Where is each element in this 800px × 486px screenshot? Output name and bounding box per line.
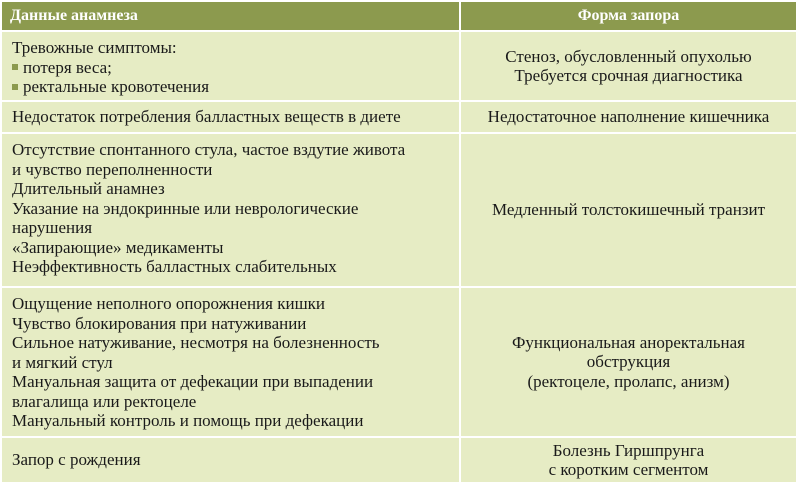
anamnesis-line: Запор с рождения [12, 450, 141, 470]
form-line: Требуется срочная диагностика [514, 66, 743, 85]
form-line: Болезнь Гиршпрунга [552, 440, 705, 460]
anamnesis-line: Мануальная защита от дефекации при выпадении [12, 372, 374, 391]
row-5-anamnesis [2, 436, 459, 482]
constipation-table [2, 2, 796, 482]
row-1-form [459, 30, 796, 100]
form-line: Стеноз, обусловленный опухолью [505, 46, 752, 66]
row-3-form [459, 132, 796, 286]
anamnesis-line: и мягкий стул [12, 352, 113, 372]
header-constipation-form: Форма запора [459, 2, 796, 30]
header-anamnesis: Данные анамнеза [2, 2, 459, 30]
anamnesis-line: Недостаток потребления балластных веществ в диете [12, 107, 401, 127]
anamnesis-line: «Запирающие» медикаменты [12, 237, 224, 257]
form-line: Недостаточное наполнение кишечника [487, 107, 770, 127]
anamnesis-line: Отсутствие спонтанного стула, частое вздутие живота [12, 140, 406, 159]
anamnesis-line: Чувство блокирования при натуживании [12, 313, 307, 333]
anamnesis-line: Тревожные симптомы: [12, 38, 177, 57]
anamnesis-line: влагалища или ректоцеле [12, 391, 197, 411]
anamnesis-line: Неэффективность балластных слабительных [12, 257, 337, 276]
row-5-form [459, 436, 796, 482]
bullet-text: потеря веса; [23, 57, 112, 77]
anamnesis-line: Мануальный контроль и помощь при дефекации [12, 411, 364, 430]
anamnesis-line: Длительный анамнез [12, 179, 165, 198]
form-line: (ректоцеле, пролапс, анизм) [527, 371, 730, 391]
bullet-item [12, 58, 449, 78]
anamnesis-line: и чувство переполненности [12, 159, 213, 179]
bullet-square-icon [12, 84, 18, 90]
bullet-text: ректальные кровотечения [23, 77, 210, 96]
anamnesis-line: Ощущение неполного опорожнения кишки [12, 294, 326, 313]
row-4-anamnesis [2, 286, 459, 436]
row-1-anamnesis [2, 30, 459, 100]
form-line: Медленный толстокишечный транзит [491, 200, 766, 220]
row-2-form [459, 100, 796, 132]
anamnesis-line: Указание на эндокринные или неврологические [12, 198, 359, 218]
form-line: с коротким сегментом [548, 460, 709, 479]
row-2-anamnesis [2, 100, 459, 132]
bullet-item [12, 77, 449, 97]
anamnesis-line: Сильное натуживание, несмотря на болезненность [12, 333, 380, 352]
form-line: Функциональная аноректальная [512, 332, 745, 352]
bullet-square-icon [12, 64, 18, 70]
row-4-form [459, 286, 796, 436]
form-line: обструкция [586, 352, 671, 372]
row-3-anamnesis [2, 132, 459, 286]
anamnesis-line: нарушения [12, 218, 93, 237]
